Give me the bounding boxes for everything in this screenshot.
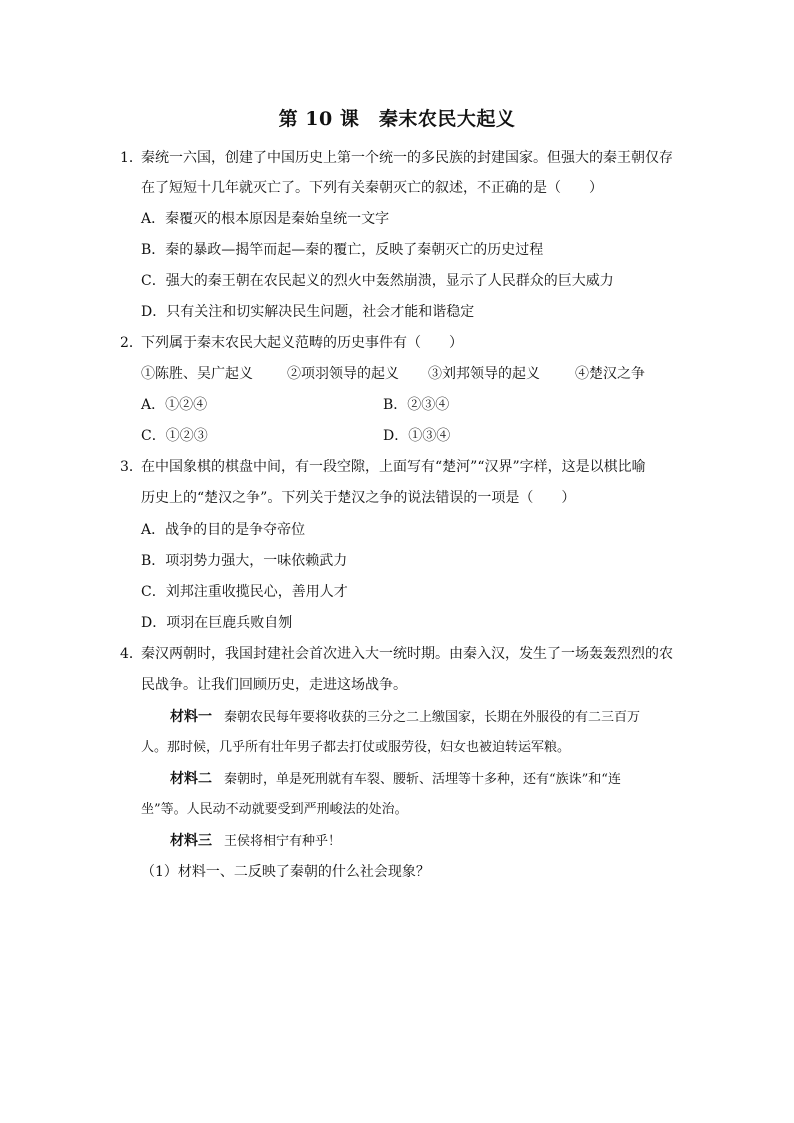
question-2-option-a: A．①②④ [141, 397, 208, 413]
material-2-line-2: 坐”等。人民动不动就要受到严刑峻法的处治。 [141, 802, 408, 817]
question-1-option-a: A．秦覆灭的根本原因是秦始皇统一文字 [141, 211, 390, 227]
question-2-item-3: ③刘邦领导的起义 [428, 366, 540, 382]
question-4-number: 4． [120, 646, 143, 662]
question-1-option-b: B．秦的暴政—揭竿而起—秦的覆亡，反映了秦朝灭亡的历史过程 [141, 242, 544, 258]
question-1-option-c: C．强大的秦王朝在农民起义的烈火中轰然崩溃，显示了人民群众的巨大威力 [141, 273, 614, 289]
question-1-option-d: D．只有关注和切实解决民生问题，社会才能和谐稳定 [141, 304, 475, 320]
question-2-item-1: ①陈胜、吴广起义 [141, 366, 253, 382]
question-4-subquestion-1: （1）材料一、二反映了秦朝的什么社会现象？ [141, 864, 430, 880]
question-3-stem-line-1: 在中国象棋的棋盘中间，有一段空隙，上面写有“楚河”“汉界”字样，这是以棋比喻 [141, 459, 646, 475]
question-2-item-4: ④楚汉之争 [575, 366, 645, 382]
page-title: 第 10 课 秦末农民大起义 [278, 108, 516, 130]
question-3-number: 3． [120, 459, 143, 475]
question-4-stem-line-1: 秦汉两朝时，我国封建社会首次进入大一统时期。由秦入汉，发生了一场轰轰烈烈的农 [141, 646, 673, 662]
material-1-line-2: 人。那时候，几乎所有壮年男子都去打仗或服劳役，妇女也被迫转运军粮。 [141, 740, 571, 755]
question-2-item-2: ②项羽领导的起义 [287, 366, 399, 382]
question-1-number: 1． [120, 150, 143, 166]
material-2-label: 材料二 [170, 771, 212, 787]
question-2-stem: 下列属于秦末农民大起义范畴的历史事件有（ ） [141, 335, 463, 351]
material-2-text-1: 秦朝时，单是死刑就有车裂、腰斩、活埋等十多种，还有“族诛”和“连 [224, 772, 621, 787]
question-4-stem-line-2: 民战争。让我们回顾历史，走进这场战争。 [141, 677, 407, 693]
question-1-stem-line-2: 在了短短十几年就灭亡了。下列有关秦朝灭亡的叙述，不正确的是（ ） [141, 180, 603, 196]
question-3-option-c: C．刘邦注重收揽民心，善用人才 [141, 584, 348, 600]
material-1-text-1: 秦朝农民每年要将收获的三分之二上缴国家，长期在外服役的有二三百万 [224, 710, 641, 725]
material-1-line-1 [170, 707, 640, 728]
question-2-number: 2． [120, 335, 143, 351]
question-1-stem-line-1: 秦统一六国，创建了中国历史上第一个统一的多民族的封建国家。但强大的秦王朝仅存 [141, 150, 673, 166]
material-3-label: 材料三 [170, 833, 212, 849]
question-2-option-d: D．①③④ [383, 428, 451, 444]
material-3-line [170, 831, 341, 852]
material-1-label: 材料一 [170, 709, 212, 725]
material-2-line-1 [170, 769, 621, 790]
question-3-option-a: A．战争的目的是争夺帝位 [141, 522, 306, 538]
question-3-stem-line-2: 历史上的“楚汉之争”。下列关于楚汉之争的说法错误的一项是（ ） [141, 490, 576, 506]
question-2-option-c: C．①②③ [141, 428, 208, 444]
question-2-option-b: B．②③④ [383, 397, 450, 413]
material-3-text: 王侯将相宁有种乎！ [224, 834, 342, 849]
question-3-option-d: D．项羽在巨鹿兵败自刎 [141, 615, 293, 631]
question-3-option-b: B．项羽势力强大，一味依赖武力 [141, 553, 348, 569]
